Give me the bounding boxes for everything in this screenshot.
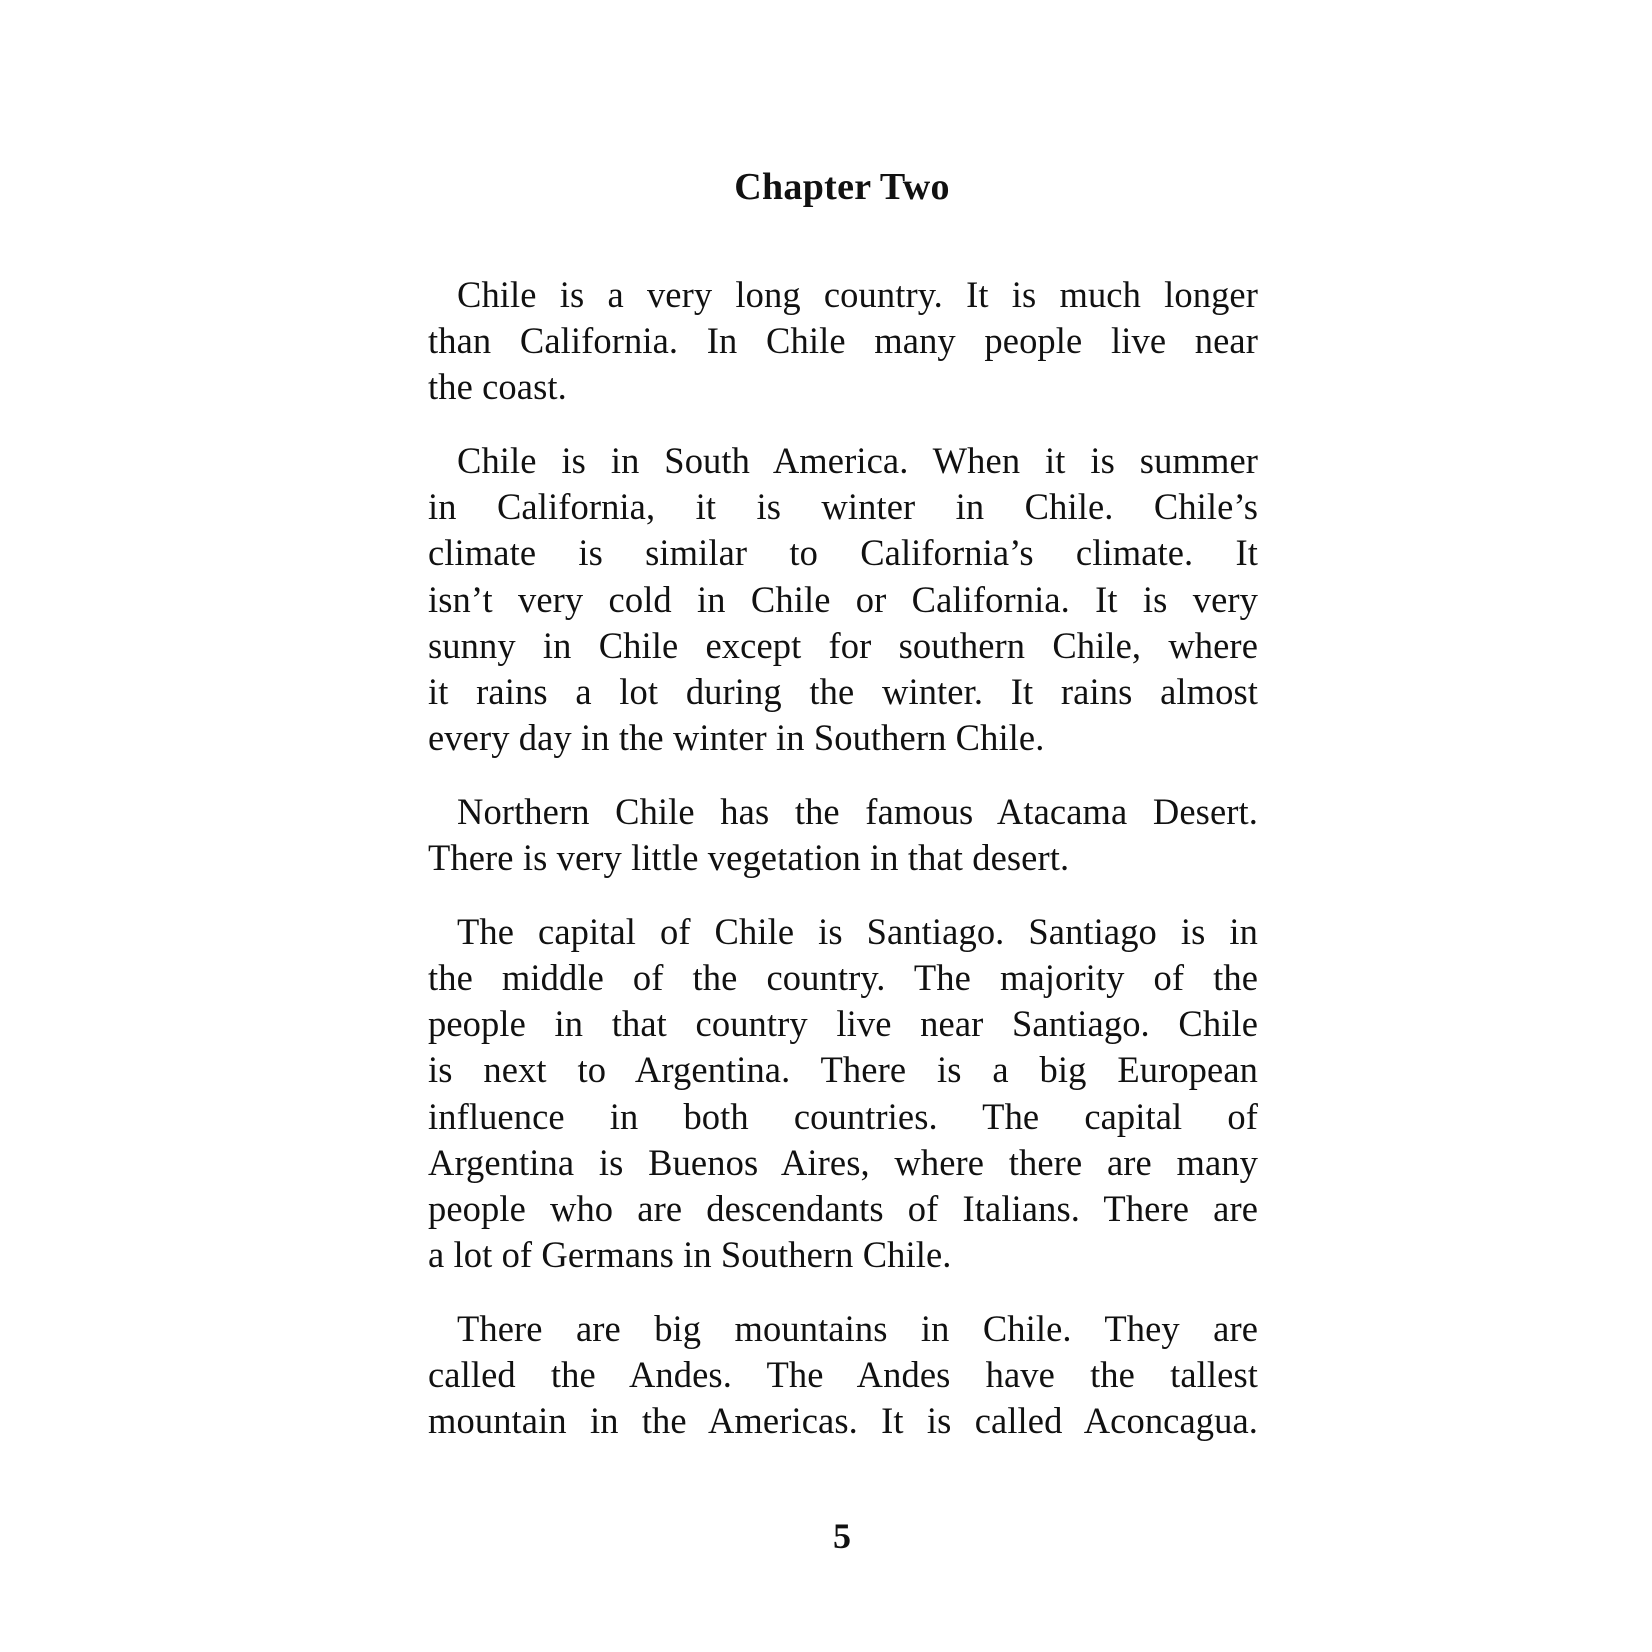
text-line: influence in both countries. The capital of	[428, 1095, 1258, 1137]
paragraph-2	[428, 438, 1258, 761]
text-line: the middle of the country. The majority of the	[428, 957, 1258, 999]
text-line: The capital of Chile is Santiago. Santiago is in	[457, 911, 1258, 953]
text-line: the coast.	[428, 366, 567, 408]
text-line: in California, it is winter in Chile. Chile’s	[428, 486, 1258, 528]
text-line: Chile is in South America. When it is summer	[457, 440, 1258, 482]
text-line: climate is similar to California’s climate. It	[428, 532, 1258, 574]
text-line: mountain in the Americas. It is called Aconcagua.	[428, 1400, 1258, 1442]
text-line: people who are descendants of Italians. There are	[428, 1187, 1258, 1229]
paragraph-1	[428, 272, 1258, 410]
paragraph-4	[428, 909, 1258, 1278]
text-line: than California. In Chile many people live near	[428, 320, 1258, 362]
paragraph-5	[428, 1306, 1258, 1444]
text-line: sunny in Chile except for southern Chile, where	[428, 624, 1258, 666]
text-line: Northern Chile has the famous Atacama Desert.	[457, 790, 1258, 832]
text-line: people in that country live near Santiago. Chile	[428, 1003, 1258, 1045]
text-line: a lot of Germans in Southern Chile.	[428, 1233, 952, 1275]
text-line: Argentina is Buenos Aires, where there are many	[428, 1141, 1258, 1183]
text-line: is next to Argentina. There is a big European	[428, 1049, 1258, 1091]
text-line: There is very little vegetation in that desert.	[428, 837, 1070, 879]
chapter-title: Chapter Two	[734, 166, 950, 208]
text-line: every day in the winter in Southern Chile.	[428, 716, 1045, 758]
text-line: Chile is a very long country. It is much longer	[457, 274, 1258, 315]
text-line: called the Andes. The Andes have the tallest	[428, 1353, 1258, 1395]
page-number: 5	[833, 1516, 851, 1556]
body-text	[428, 272, 1258, 1472]
text-line: There are big mountains in Chile. They are	[457, 1307, 1258, 1349]
paragraph-3	[428, 789, 1258, 881]
text-line: it rains a lot during the winter. It rains almost	[428, 670, 1258, 712]
text-line: isn’t very cold in Chile or California. It is very	[428, 578, 1258, 620]
